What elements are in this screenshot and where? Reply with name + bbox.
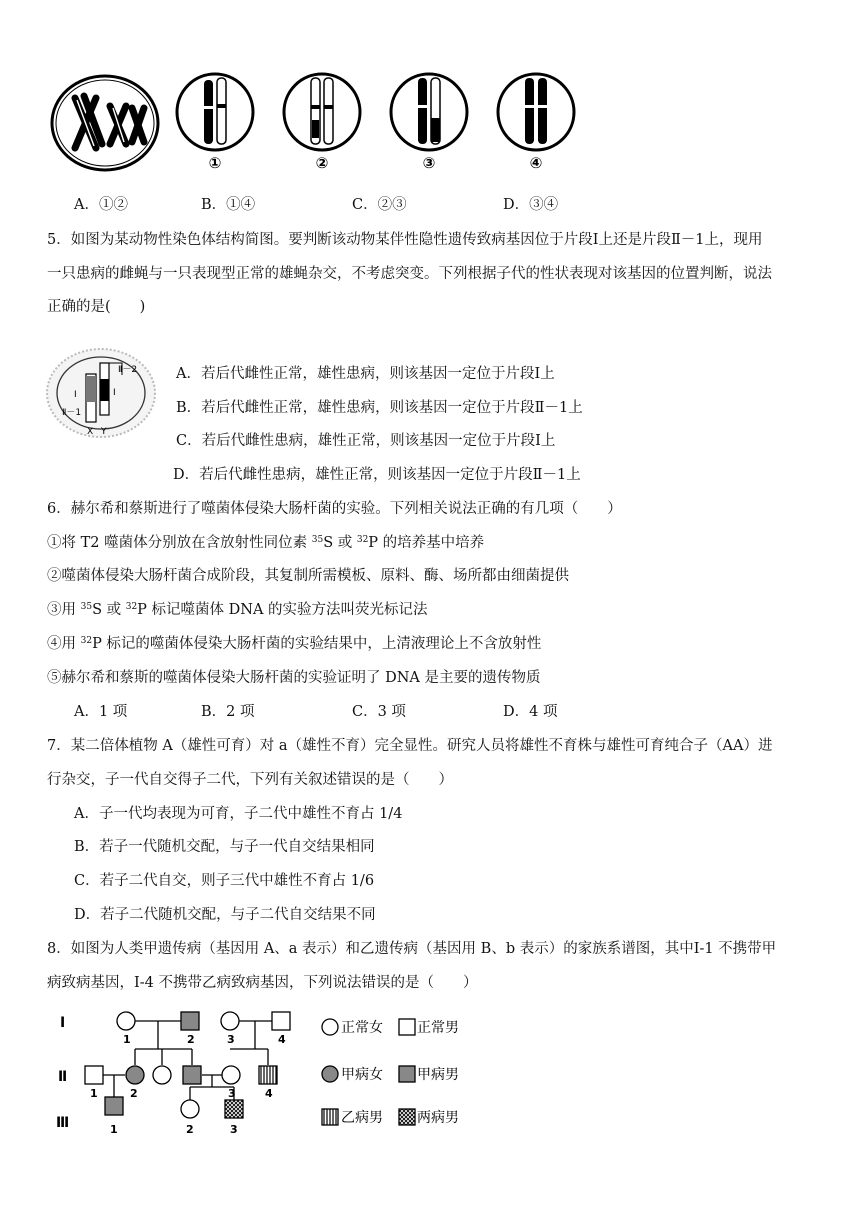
gen1-num-4: 4 bbox=[278, 1033, 286, 1046]
gen3-num-1: 1 bbox=[110, 1123, 118, 1136]
cell-label-4: ④ bbox=[529, 154, 543, 172]
legend-normal-male-icon bbox=[399, 1019, 415, 1035]
q4-option-c: C．②③ bbox=[352, 197, 407, 213]
q6-option-c: C．3 项 bbox=[352, 704, 406, 720]
legend-affected-female-a-icon bbox=[322, 1066, 338, 1082]
q6-statement-4: ④用 $^{32}$P 标记的噬菌体侵染大肠杆菌的实验结果中，上清液理论上不含放射性 bbox=[47, 636, 542, 652]
II-affected-male-a bbox=[183, 1066, 201, 1084]
q8-stem-line-2: 病致病基因，Ⅰ-4 不携带乙病致病基因，下列说法错误的是（ ） bbox=[47, 975, 478, 991]
cell-with-crossed-chromosomes bbox=[52, 76, 158, 170]
gen2-num-4: 4 bbox=[265, 1087, 273, 1100]
sex-chromosome-diagram bbox=[44, 345, 164, 445]
q7-stem-line-1: 7．某二倍体植物 A（雄性可育）对 a（雄性不育）完全显性。研究人员将雄性不育株与雄性可育纯合子（AA）进 bbox=[47, 738, 773, 754]
I-2-affected-male-a bbox=[181, 1012, 199, 1030]
label-II-1: Ⅱ－1 bbox=[62, 408, 82, 418]
gen-label-II: Ⅱ bbox=[58, 1069, 68, 1085]
q5-option-b: B．若后代雌性正常，雄性患病，则该基因一定位于片段Ⅱ－1上 bbox=[176, 400, 583, 416]
II-2-affected-female-a bbox=[126, 1066, 144, 1084]
label-I-left: Ⅰ bbox=[74, 390, 77, 400]
legend-affected-male-b-icon bbox=[322, 1109, 338, 1125]
gen-label-III: Ⅲ bbox=[56, 1115, 70, 1131]
q7-option-a: A．子一代均表现为可育，子二代中雄性不育占 1/4 bbox=[74, 806, 403, 822]
I-4-normal-male bbox=[272, 1012, 290, 1030]
cell-2 bbox=[284, 74, 360, 150]
q6-statement-5: ⑤赫尔希和蔡斯的噬菌体侵染大肠杆菌的实验证明了 DNA 是主要的遗传物质 bbox=[47, 670, 541, 686]
II-4-affected-male-b bbox=[259, 1066, 277, 1084]
label-II-2: Ⅱ－2 bbox=[118, 365, 138, 375]
q6-statement-1: ①将 T2 噬菌体分别放在含放射性同位素 $^{35}$S 或 $^{32}$P 的培养基中培养 bbox=[47, 535, 485, 551]
q5-option-a: A．若后代雌性正常，雄性患病，则该基因一定位于片段Ⅰ上 bbox=[176, 366, 555, 382]
q4-option-a: A．①② bbox=[74, 197, 128, 213]
pedigree-chart bbox=[50, 1005, 490, 1155]
gen3-num-3: 3 bbox=[230, 1123, 238, 1136]
q6-stem: 6．赫尔希和蔡斯进行了噬菌体侵染大肠杆菌的实验。下列相关说法正确的有几项（ ） bbox=[47, 501, 622, 517]
legend-affected-male-both: 两病男 bbox=[417, 1110, 459, 1126]
legend-normal-female-icon bbox=[322, 1019, 338, 1035]
label-X: X bbox=[87, 427, 94, 437]
legend-affected-female-a: 甲病女 bbox=[341, 1067, 383, 1083]
legend-normal-female: 正常女 bbox=[341, 1020, 383, 1036]
cell-label-3: ③ bbox=[422, 154, 436, 172]
I-1-normal-female bbox=[117, 1012, 135, 1030]
gen3-num-2: 2 bbox=[186, 1123, 194, 1136]
legend-normal-male: 正常男 bbox=[417, 1020, 459, 1036]
legend-affected-male-both-icon bbox=[399, 1109, 415, 1125]
II-1-normal-male bbox=[85, 1066, 103, 1084]
I-3-normal-female bbox=[221, 1012, 239, 1030]
cell-1 bbox=[177, 74, 253, 150]
q5-option-c: C．若后代雌性患病，雄性正常，则该基因一定位于片段Ⅰ上 bbox=[176, 433, 556, 449]
cell-4 bbox=[498, 74, 574, 150]
cell-label-2: ② bbox=[315, 154, 329, 172]
legend-affected-male-a: 甲病男 bbox=[417, 1067, 459, 1083]
gen1-num-1: 1 bbox=[123, 1033, 131, 1046]
gen1-num-2: 2 bbox=[187, 1033, 195, 1046]
q4-option-d: D．③④ bbox=[503, 197, 559, 213]
q6-statement-3: ③用 $^{35}$S 或 $^{32}$P 标记噬菌体 DNA 的实验方法叫荧光标记法 bbox=[47, 602, 428, 618]
q7-option-d: D．若子二代随机交配，与子二代自交结果不同 bbox=[74, 907, 376, 923]
gen-label-I: Ⅰ bbox=[60, 1015, 66, 1031]
q6-option-d: D．4 项 bbox=[503, 704, 558, 720]
gen2-num-3: 3 bbox=[228, 1087, 236, 1100]
q7-stem-line-2: 行杂交，子一代自交得子二代，下列有关叙述错误的是（ ） bbox=[47, 772, 453, 788]
q7-option-c: C．若子二代自交，则子三代中雄性不育占 1/6 bbox=[74, 873, 375, 889]
q8-stem-line-1: 8．如图为人类甲遗传病（基因用 A、a 表示）和乙遗传病（基因用 B、b 表示）的家族系谱图，其中Ⅰ-1 不携带甲 bbox=[47, 941, 777, 957]
legend-affected-male-b: 乙病男 bbox=[341, 1110, 383, 1126]
II-3-normal-female bbox=[222, 1066, 240, 1084]
cell-label-1: ① bbox=[208, 154, 222, 172]
q5-stem-line-3: 正确的是( ) bbox=[47, 299, 146, 315]
q5-stem-line-2: 一只患病的雌蝇与一只表现型正常的雄蝇杂交，不考虑突变。下列根据子代的性状表现对该基因的位置判断，说法 bbox=[47, 266, 772, 282]
gen2-num-1: 1 bbox=[90, 1087, 98, 1100]
q6-statement-2: ②噬菌体侵染大肠杆菌合成阶段，其复制所需模板、原料、酶、场所都由细菌提供 bbox=[47, 568, 569, 584]
q4-option-b: B．①④ bbox=[201, 197, 256, 213]
II-normal-female bbox=[153, 1066, 171, 1084]
q5-stem-line-1: 5．如图为某动物性染色体结构简图。要判断该动物某伴性隐性遗传致病基因位于片段Ⅰ上还是片段Ⅱ－1上，现用 bbox=[47, 232, 763, 248]
cell-3 bbox=[391, 74, 467, 150]
q5-option-d: D．若后代雌性患病，雄性正常，则该基因一定位于片段Ⅱ－1上 bbox=[173, 467, 581, 483]
label-I-right: Ⅰ bbox=[113, 388, 116, 398]
q6-option-a: A．1 项 bbox=[74, 704, 128, 720]
gen2-num-2: 2 bbox=[130, 1087, 138, 1100]
III-3-affected-male-both bbox=[225, 1100, 243, 1118]
q7-option-b: B．若子一代随机交配，与子一代自交结果相同 bbox=[74, 839, 375, 855]
III-1-affected-male-a bbox=[105, 1097, 123, 1115]
label-Y: Y bbox=[101, 427, 107, 437]
q6-option-b: B．2 项 bbox=[201, 704, 255, 720]
gen1-num-3: 3 bbox=[227, 1033, 235, 1046]
III-2-normal-female bbox=[181, 1100, 199, 1118]
legend-affected-male-a-icon bbox=[399, 1066, 415, 1082]
